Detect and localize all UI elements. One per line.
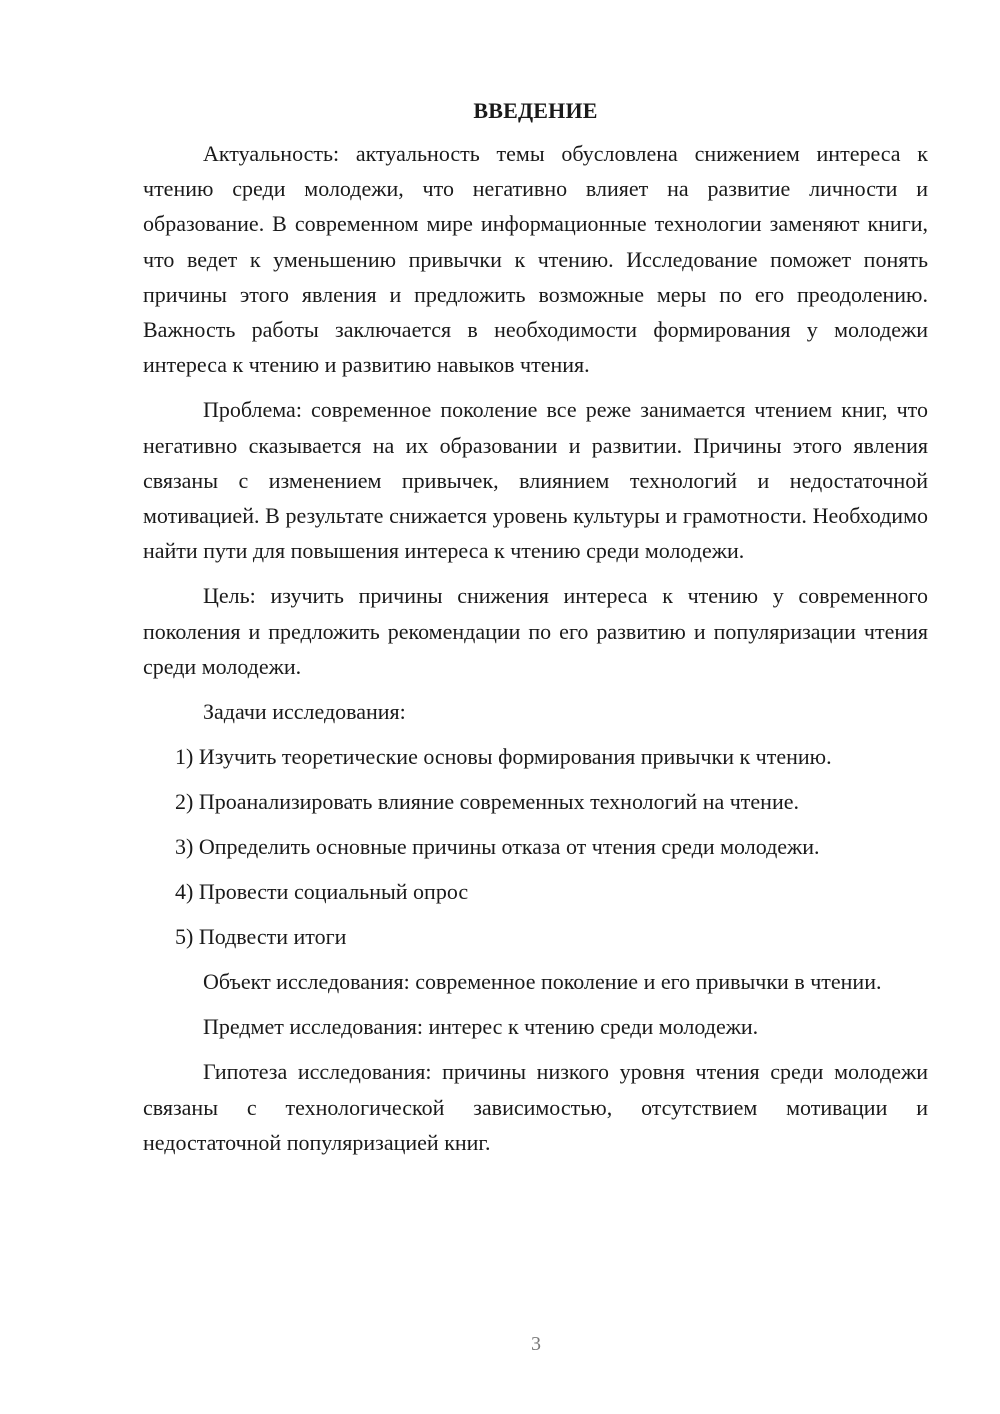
list-item: 2) Проанализировать влияние современных технологий на чтение.	[175, 789, 799, 815]
list-item: 1) Изучить теоретические основы формирования привычки к чтению.	[175, 744, 832, 770]
paragraph-hypothesis: Гипотеза исследования: причины низкого уровня чтения среди молодежи связаны с технологической зависимостью, отсутствием мотивации и недостаточной популяризацией книг.	[143, 1059, 928, 1155]
paragraph-goal: Цель: изучить причины снижения интереса к чтению у современного поколения и предложить рекомендации по его развитию и популяризации чтения среди молодежи.	[143, 583, 928, 679]
paragraph-relevance: Актуальность: актуальность темы обусловлена снижением интереса к чтению среди молодежи, что негативно влияет на развитие личности и образование. В современном мире информационные технологии заменяют книги, что ведет к уменьшению привычки к чтению. Исследование поможет понять причины этого явления и предложить возможные меры по его преодолению. Важность работы заключается в необходимости формирования у молодежи интереса к чтению и развитию навыков чтения.	[143, 141, 928, 378]
list-item: 3) Определить основные причины отказа от чтения среди молодежи.	[175, 834, 820, 860]
page-title: ВВЕДЕНИЕ	[473, 98, 598, 123]
paragraph-subject: Предмет исследования: интерес к чтению среди молодежи.	[203, 1014, 759, 1040]
paragraph-problem: Проблема: современное поколение все реже занимается чтением книг, что негативно сказывается на их образовании и развитии. Причины этого явления связаны с изменением привычек, влиянием технологий и недостаточной мотивацией. В результате снижается уровень культуры и грамотности. Необходимо найти пути для повышения интереса к чтению среди молодежи.	[143, 397, 928, 564]
tasks-heading: Задачи исследования:	[203, 699, 406, 725]
page-number: 3	[531, 1333, 541, 1355]
paragraph-object: Объект исследования: современное поколение и его привычки в чтении.	[203, 969, 882, 995]
tasks-list	[143, 739, 928, 954]
document-page	[143, 96, 928, 1170]
list-item: 5) Подвести итоги	[175, 924, 347, 950]
list-item: 4) Провести социальный опрос	[175, 879, 469, 905]
